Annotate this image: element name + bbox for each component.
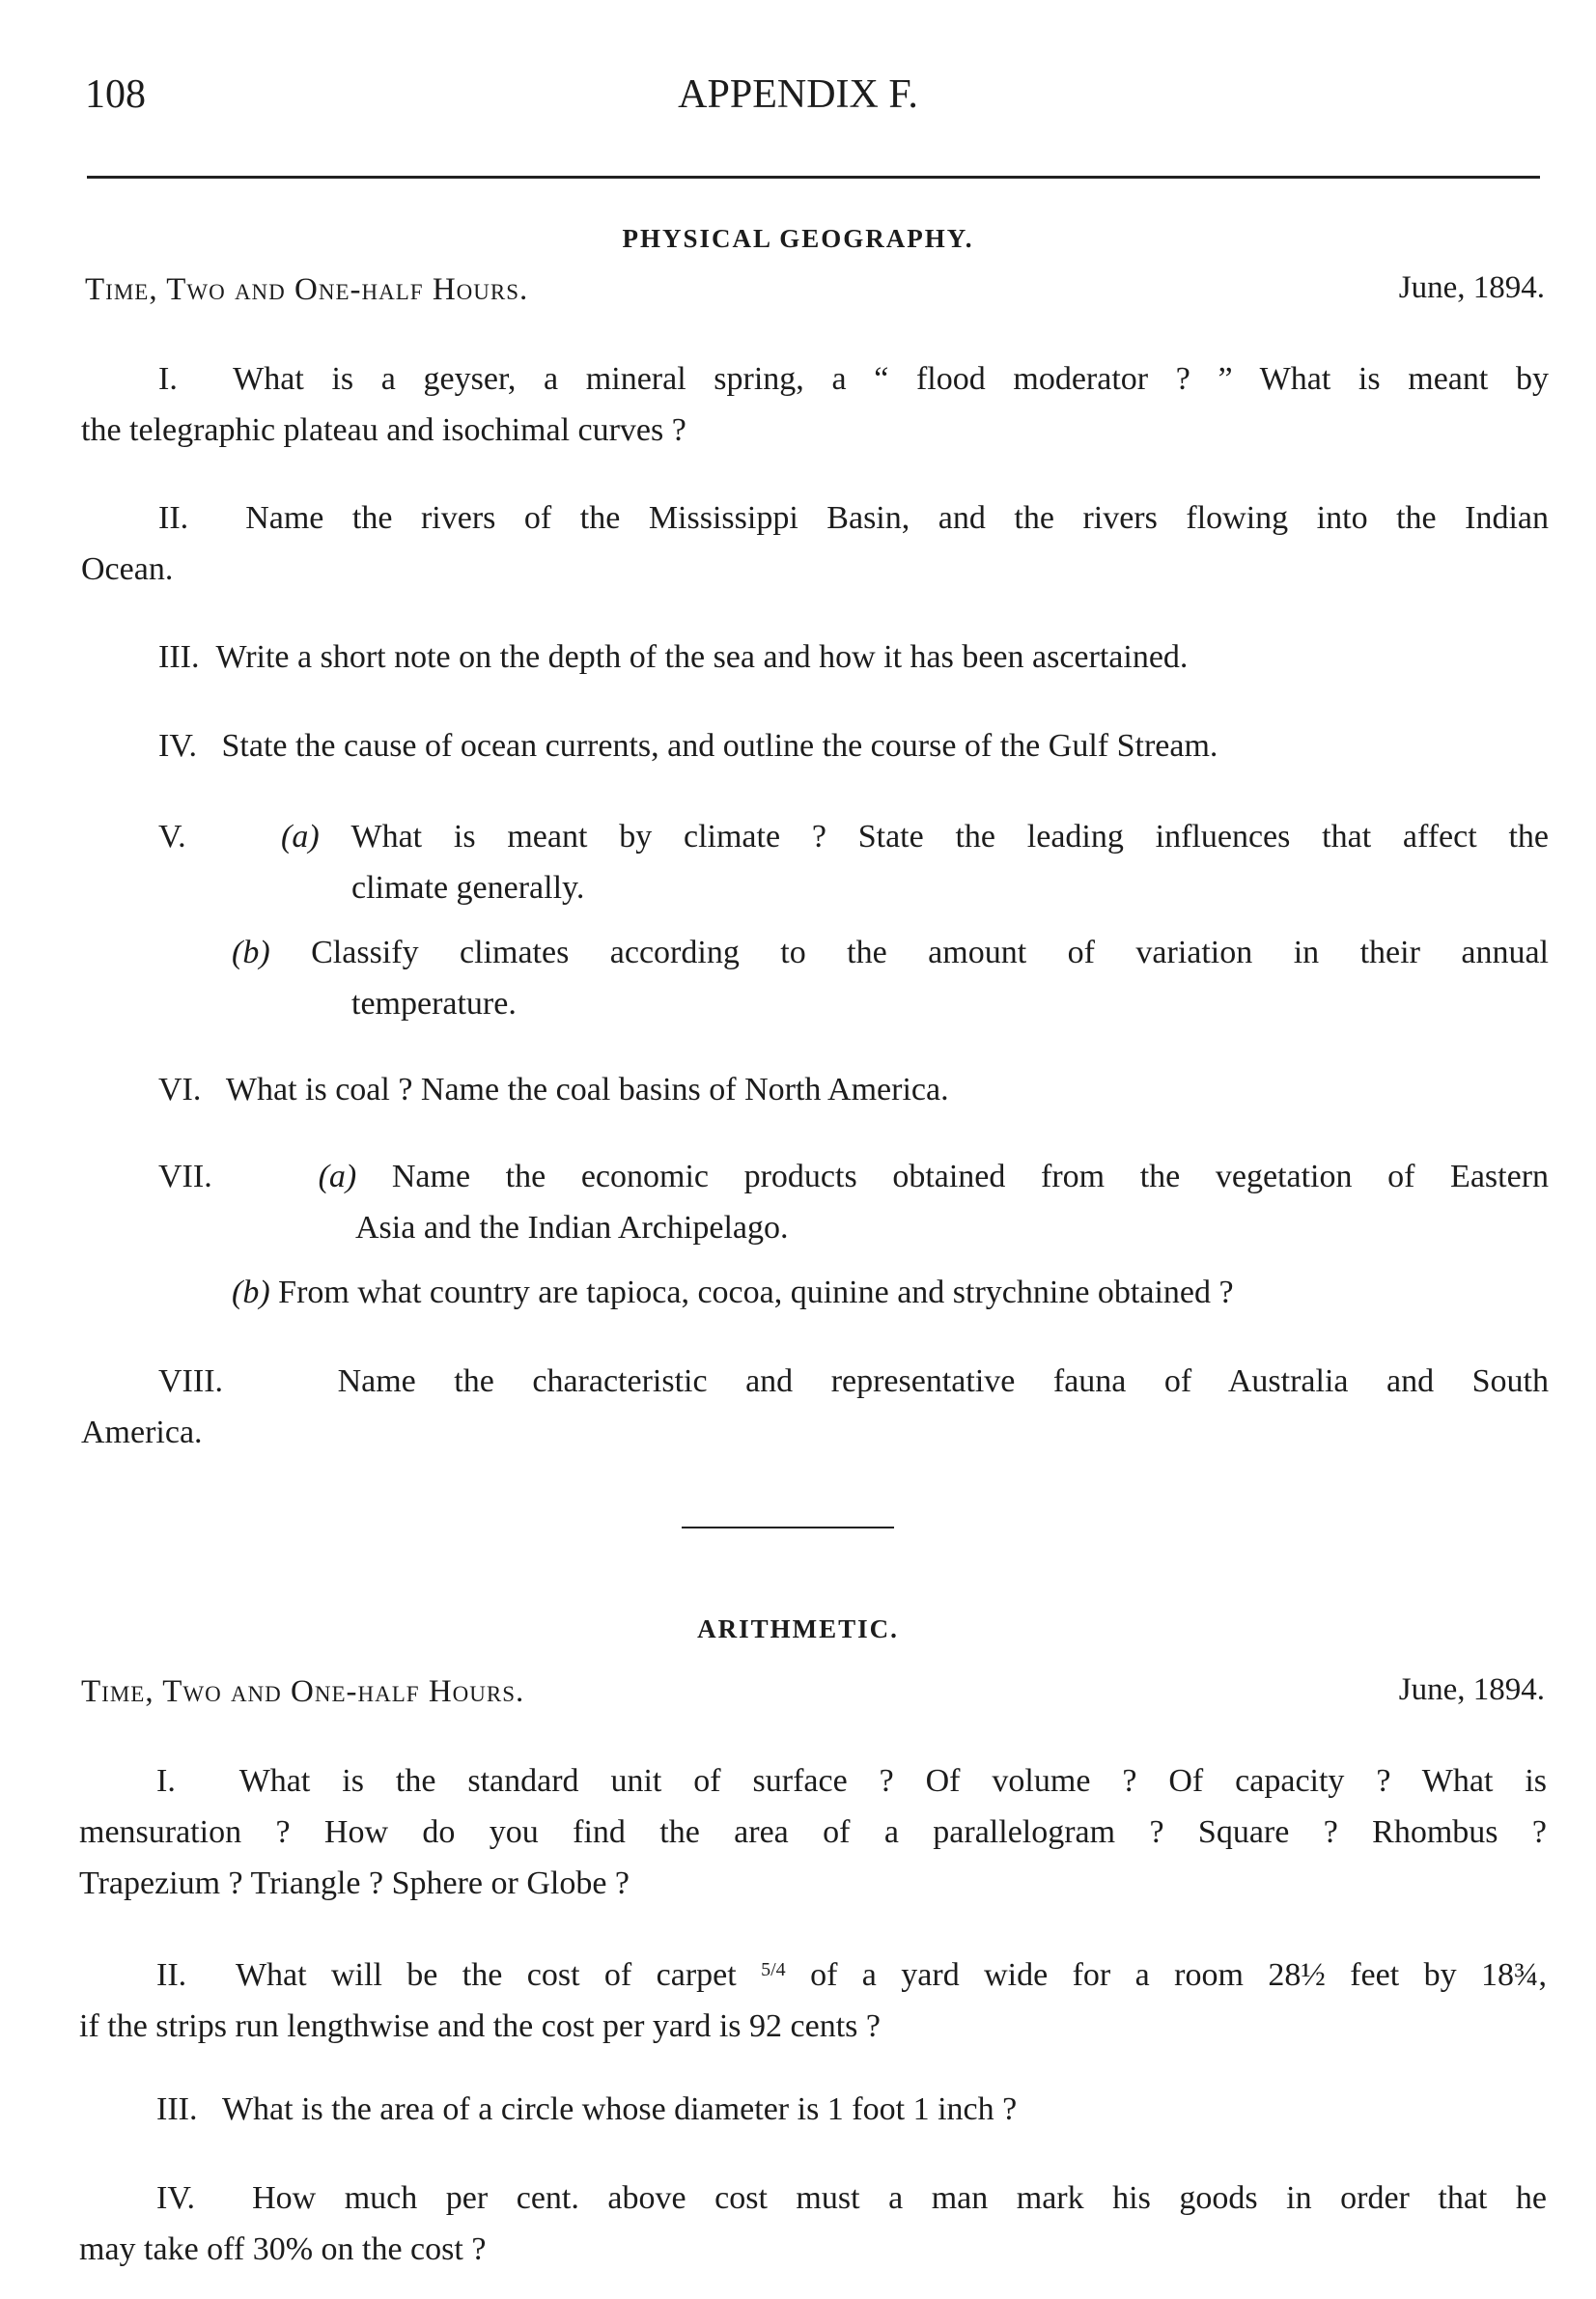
question-text: Name the rivers of the Mississippi Basin, and the rivers flowing into the Indian: [245, 500, 1550, 536]
question-text: What is coal ? Name the coal basins of North America.: [225, 1072, 949, 1107]
question-text: What is the standard unit of surface ? Of volume ? Of capacity ? What is: [238, 1763, 1548, 1799]
question-number: III.: [158, 639, 200, 675]
question-number: III.: [156, 2091, 198, 2127]
question-text: From what country are tapioca, cocoa, quinine and strychnine obtained ?: [278, 1275, 1234, 1310]
question-number: IV.: [158, 728, 197, 764]
section-title-physical-geography: PHYSICAL GEOGRAPHY.: [622, 224, 974, 253]
arithmetic-question-4: [79, 2173, 1547, 2275]
question-text: What is meant by climate ? State the leading influences that affect the: [350, 819, 1550, 855]
question-number: II.: [156, 1957, 187, 1993]
question-3: [158, 631, 1510, 683]
question-text: America.: [81, 1415, 203, 1450]
question-number: VII.: [158, 1159, 212, 1194]
arithmetic-question-1: [79, 1755, 1547, 1909]
question-text: temperature.: [351, 986, 517, 1022]
question-8: [81, 1356, 1549, 1458]
part-label: (b): [232, 1275, 270, 1310]
question-text: What is the area of a circle whose diameter is 1 foot 1 inch ?: [221, 2091, 1018, 2127]
question-text: Asia and the Indian Archipelago.: [355, 1210, 789, 1246]
question-1: [81, 353, 1549, 456]
time-allowed: Time, Two and One-half Hours.: [85, 272, 529, 307]
question-text: may take off 30% on the cost ?: [79, 2231, 487, 2267]
part-label: (a): [281, 819, 320, 855]
question-text: Classify climates according to the amount of variation in their annual: [311, 935, 1550, 970]
question-text: if the strips run lengthwise and the cost per yard is 92 cents ?: [79, 2008, 881, 2044]
question-7-part-b: [232, 1267, 1549, 1318]
question-5: [158, 811, 1549, 913]
part-label: (b): [232, 935, 270, 970]
question-number: I.: [158, 361, 178, 397]
question-text: climate generally.: [351, 870, 585, 906]
question-text: How much per cent. above cost must a man mark his goods in order that he: [252, 2180, 1548, 2216]
page-number: 108: [85, 72, 146, 117]
question-7: [158, 1151, 1549, 1253]
question-text: Write a short note on the depth of the sea and how it has been ascertained.: [215, 639, 1189, 675]
section-divider: [682, 1527, 894, 1528]
running-title: APPENDIX F.: [678, 72, 918, 117]
section-title-arithmetic: ARITHMETIC.: [697, 1614, 899, 1643]
exam-date: June, 1894.: [1398, 270, 1545, 305]
question-2: [81, 492, 1549, 595]
time-allowed: Time, Two and One-half Hours.: [81, 1674, 525, 1709]
question-text: State the cause of ocean currents, and outline the course of the Gulf Stream.: [221, 728, 1218, 764]
part-label: (a): [318, 1159, 357, 1194]
question-number: II.: [158, 500, 189, 536]
question-5-part-b: [232, 927, 1549, 1029]
question-text: mensuration ? How do you find the area of a parallelogram ? Square ? Rhombus ?: [79, 1814, 1547, 1850]
question-text: of a yard wide for a room 28½ feet by 18¾,: [810, 1957, 1547, 1993]
question-4: [158, 720, 1510, 771]
question-number: VI.: [158, 1072, 202, 1107]
arithmetic-question-3: [156, 2084, 1508, 2135]
fraction: 5/4: [761, 1959, 786, 1980]
question-text: Ocean.: [81, 551, 174, 587]
exam-date: June, 1894.: [1398, 1672, 1545, 1707]
question-6: [158, 1064, 1510, 1115]
question-number: I.: [156, 1763, 176, 1799]
question-text: Name the economic products obtained from the vegetation of Eastern: [391, 1159, 1550, 1194]
question-number: IV.: [156, 2180, 195, 2216]
question-number: VIII.: [158, 1363, 224, 1399]
question-text: the telegraphic plateau and isochimal curves ?: [81, 412, 686, 448]
question-text: What is a geyser, a mineral spring, a “ flood moderator ? ” What is meant by: [233, 361, 1550, 397]
header-rule: [87, 176, 1540, 179]
question-number: V.: [158, 819, 186, 855]
question-text: What will be the cost of carpet: [235, 1957, 737, 1993]
arithmetic-question-2: [79, 1945, 1547, 2052]
question-text: Trapezium ? Triangle ? Sphere or Globe ?: [79, 1865, 630, 1901]
question-text: Name the characteristic and representative fauna of Australia and South: [337, 1363, 1549, 1399]
